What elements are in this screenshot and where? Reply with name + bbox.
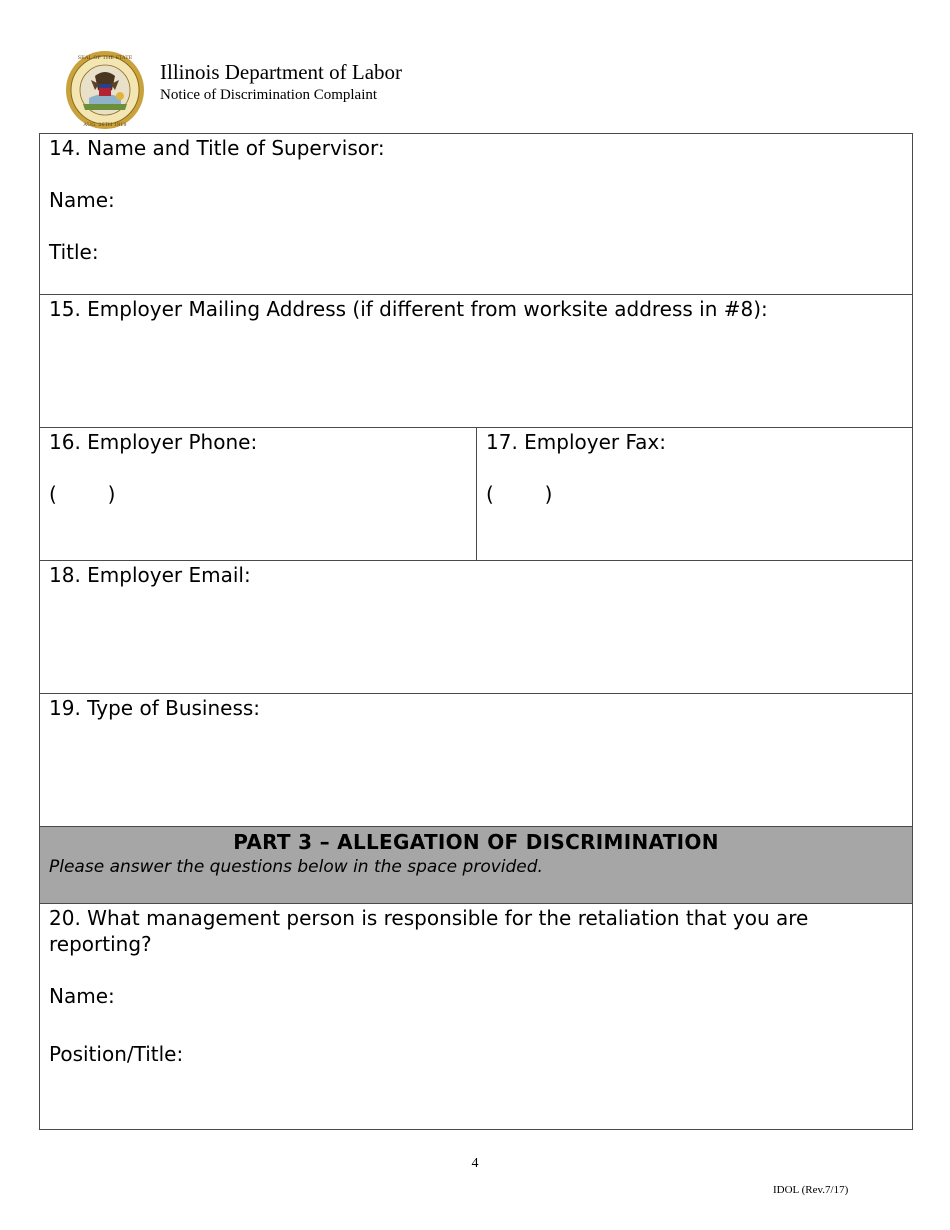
page-number: 4 <box>471 1156 479 1171</box>
seal-lettering: SEAL OF THE STATE <box>77 55 133 61</box>
svg-text:AUG. 26TH 1818: AUG. 26TH 1818 <box>83 122 127 128</box>
employer-phone-field[interactable] <box>40 428 476 560</box>
question-20-row <box>40 903 912 1129</box>
form-header <box>65 50 565 130</box>
part-3-header <box>40 826 912 903</box>
question-16-label: 16. Employer Phone: <box>49 430 258 454</box>
question-15-label: 15. Employer Mailing Address (if different from worksite address in #8): <box>49 297 768 321</box>
supervisor-title-field[interactable]: Title: <box>49 240 99 264</box>
question-18-row[interactable] <box>40 560 912 693</box>
question-19-row[interactable] <box>40 693 912 826</box>
question-14-label: 14. Name and Title of Supervisor: <box>49 136 385 160</box>
agency-name: Illinois Department of Labor <box>160 60 403 84</box>
phone-area-code: ( ) <box>49 482 116 506</box>
part-3-title: PART 3 – ALLEGATION OF DISCRIMINATION <box>233 830 719 854</box>
revision-note: IDOL (Rev.7/17) <box>773 1184 849 1196</box>
question-18-label: 18. Employer Email: <box>49 563 251 587</box>
state-seal-icon <box>65 50 145 130</box>
complaint-form <box>39 133 913 1130</box>
responsible-position-field[interactable]: Position/Title: <box>49 1042 184 1066</box>
question-15-row[interactable] <box>40 294 912 427</box>
question-19-label: 19. Type of Business: <box>49 696 261 720</box>
employer-fax-field[interactable] <box>476 428 912 560</box>
phone-fax-row <box>40 427 912 560</box>
form-name: Notice of Discrimination Complaint <box>160 87 378 103</box>
responsible-name-field[interactable]: Name: <box>49 984 115 1008</box>
part-3-instruction: Please answer the questions below in the space provided. <box>49 857 543 877</box>
supervisor-name-field[interactable]: Name: <box>49 188 115 212</box>
fax-area-code: ( ) <box>486 482 553 506</box>
question-14-row <box>40 134 912 294</box>
question-17-label: 17. Employer Fax: <box>486 430 666 454</box>
question-20-label: 20. What management person is responsible for the retaliation that you are reporting? <box>49 906 809 956</box>
